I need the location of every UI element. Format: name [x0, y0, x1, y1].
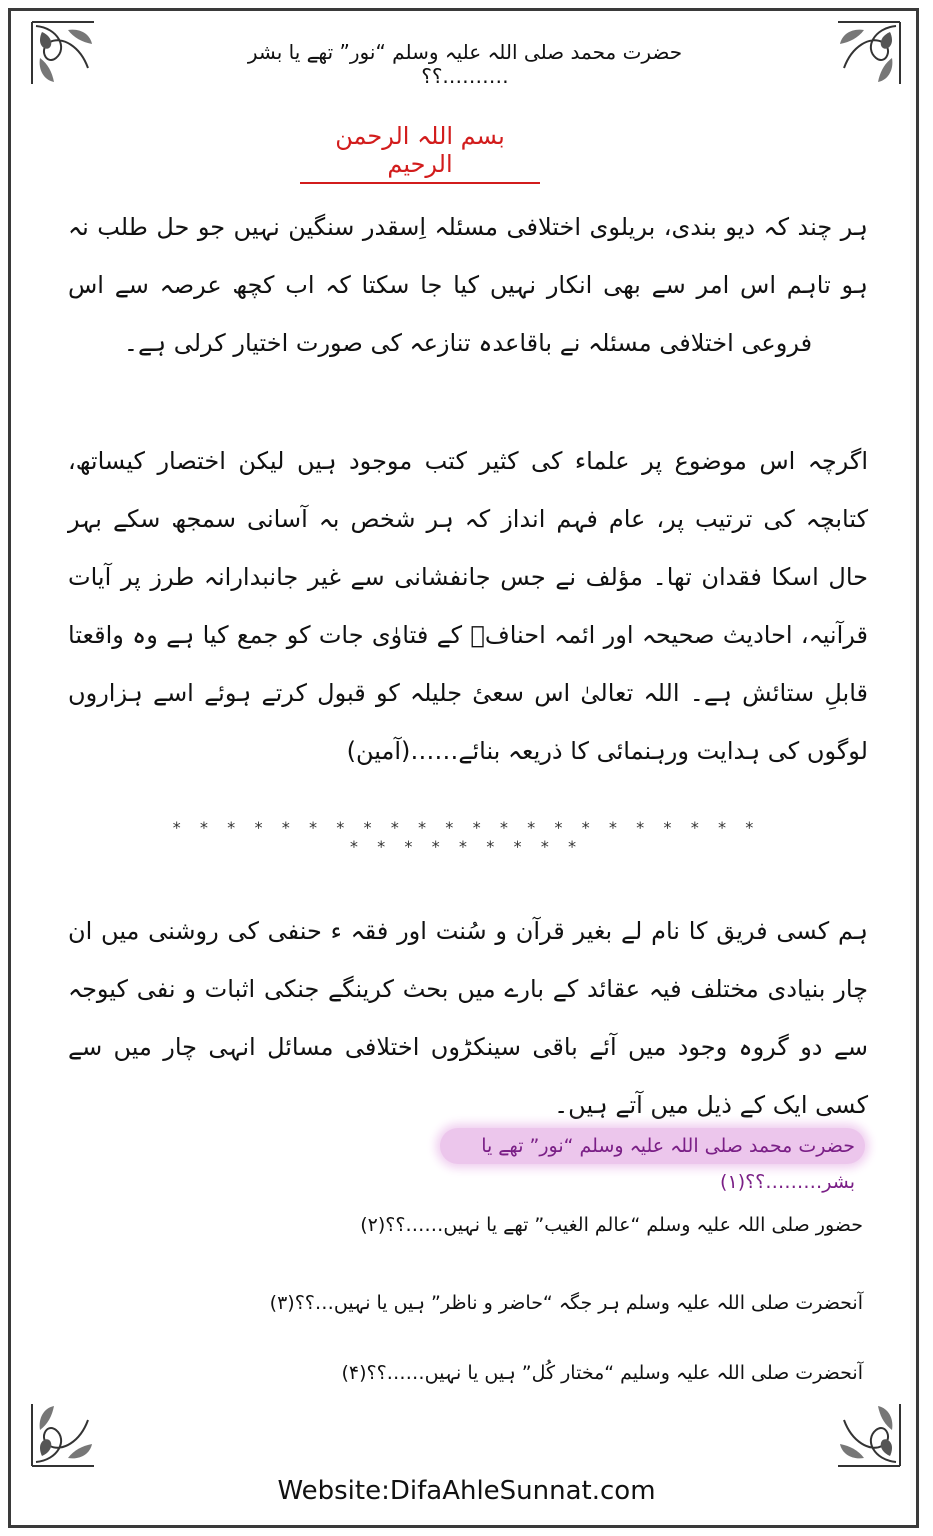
topic-item-3: آنحضرت صلی اللہ علیہ وسلم ہر جگہ “حاضر و ناظر” ہیں یا نہیں…؟؟(۳) — [269, 1292, 863, 1314]
floral-corner-ornament-icon — [28, 18, 98, 88]
page-header-title: حضرت محمد صلی اللہ علیہ وسلم “نور” تھے یا بشر ……….؟؟ — [247, 40, 683, 88]
star-separator: * * * * * * * * * * * * * * * * * * * * * * * * * * * * * * * — [171, 818, 759, 856]
floral-corner-ornament-icon — [28, 1400, 98, 1470]
topic-item-2: حضور صلی اللہ علیہ وسلم “عالم الغیب” تھے یا نہیں……؟؟(۲) — [360, 1214, 863, 1236]
second-paragraph: اگرچہ اس موضوع پر علماء کی کثیر کتب موجود ہیں لیکن اختصار کیساتھ، کتابچہ کی ترتیب پر، عام فہم انداز کہ ہر شخص بہ آسانی سمجھ سکے بہر حال اسکا فقدان تھا۔ مؤلف نے جس جانفشانی سے غیر جانبدارانہ طرز پر آیات قرآنیہ، احادیث صحیحہ اور ائمہ احنافؒ کے فتاوٰی جات کو جمع کیا ہے وہ واقعتا قابلِ ستائش ہے۔ اللہ تعالیٰ اس سعیٔ جلیلہ کو قبول کرتے ہوئے اسے ہزاروں لوگوں کی ہدایت ورہنمائی کا ذریعہ بنائے……(آمین) — [68, 447, 868, 765]
intro-paragraph: ہر چند کہ دیو بندی، بریلوی اختلافی مسئلہ اِسقدر سنگین نہیں جو حل طلب نہ ہو تاہم اس امر سے بھی انکار نہیں کیا جا سکتا کہ اب کچھ عرصہ سے اس فروعی اختلافی مسئلہ نے باقاعدہ تنازعہ کی صورت اختیار کرلی ہے۔ — [68, 213, 868, 357]
bismillah-heading: بسم اللہ الرحمن الرحیم — [300, 122, 540, 184]
floral-corner-ornament-icon — [834, 1400, 904, 1470]
website-footer: Website:DifaAhleSunnat.com — [277, 1476, 656, 1506]
topic-item-4: آنحضرت صلی اللہ علیہ وسلیم “مختار کُل” ہیں یا نہیں……؟؟(۴) — [341, 1362, 863, 1384]
topic-heading-highlight: حضرت محمد صلی اللہ علیہ وسلم “نور” تھے یا بشر………؟؟(۱) — [440, 1128, 865, 1164]
floral-corner-ornament-icon — [834, 18, 904, 88]
third-paragraph: ہم کسی فریق کا نام لے بغیر قرآن و سُنت اور فقہ ء حنفی کی روشنی میں ان چار بنیادی مختلف فیہ عقائد کے بارے میں بحث کرینگے جنکی اثبات و نفی کیوجہ سے دو گروہ وجود میں آئے باقی سینکڑوں اختلافی مسائل انہی چار میں سے کسی ایک کے ذیل میں آتے ہیں۔ — [68, 917, 868, 1119]
